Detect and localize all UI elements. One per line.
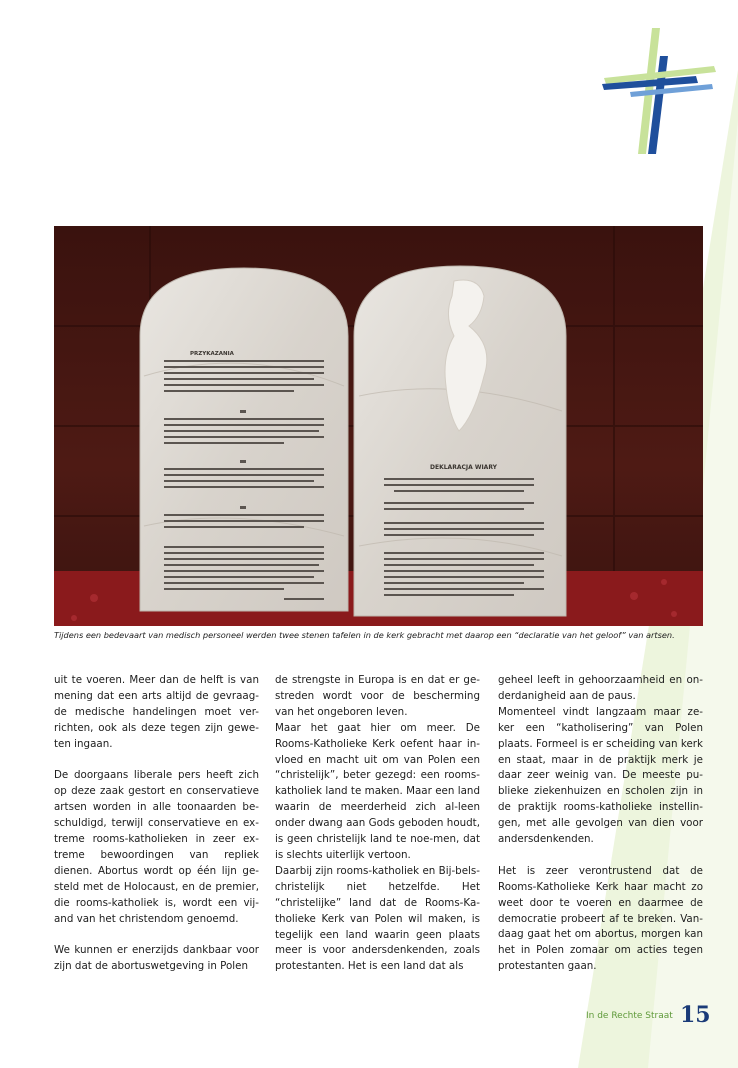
photo-caption: Tijdens een bedevaart van medisch personeel werden twee stenen tafelen in de kerk gebracht met daarop een “declaratie van het geloof” van artsen.: [54, 630, 675, 640]
article-column-2: [275, 673, 480, 975]
paragraph: geheel leeft in gehoorzaamheid en on-derdanigheid aan de paus.: [498, 674, 703, 702]
paragraph: Maar het gaat hier om meer. De Rooms-Katholieke Kerk oefent haar in-vloed en macht uit om van Polen een “christelijk”, beter gezegd: een rooms-katholiek land te maken. Maar een land waarin de meerderheid zich al-leen onder dwang aan Gods geboden houdt, is geen christelijk land te noe-men, dat is slechts uiterlijk vertoon.: [275, 721, 480, 861]
tablets-photo: [54, 226, 703, 626]
article-column-1: [54, 673, 259, 991]
left-tablet-heading: PRZYKAZANIA: [190, 351, 234, 357]
paragraph: We kunnen er enerzijds dankbaar voor zijn dat de abortuswetgeving in Polen: [54, 944, 259, 973]
paragraph: De doorgaans liberale pers heeft zich op deze zaak gestort en conservatieve artsen worden in alle toonaarden be-schuldigd, terwijl conservatieve en ex-treme rooms-katholieken in zeer ex-treme bewoordingen van repliek dienen. Abortus wordt op één lijn ge-steld met de Holocaust, en de premier, die rooms-katholiek is, wordt een vij-and van het christendom genoemd.: [54, 769, 259, 925]
paragraph: de strengste in Europa is en dat er ge-streden wordt voor de bescherming van het ongeboren leven.: [275, 674, 480, 718]
article-column-3: [498, 673, 703, 991]
right-tablet-heading: DEKLARACJA WIARY: [430, 464, 497, 471]
page-number: 15: [680, 1002, 711, 1028]
paragraph: Momenteel vindt langzaam maar ze-ker een “katholisering” van Polen plaats. Formeel is er scheiding van kerk en staat, maar in de praktijk merk je daar zeer weinig van. De meeste pu-blieke ziekenhuizen en scholen zijn in de praktijk rooms-katholieke instellin-gen, met alle gevolgen van dien voor andersdenkenden.: [498, 705, 703, 846]
paragraph: Het is zeer verontrustend dat de Rooms-Katholieke Kerk haar macht zo weet door te voeren en daarmee de democratie probeert af te breken. Van-daag gaat het om abortus, morgen kan het in Polen zomaar om acties tegen protestanten gaan.: [498, 864, 703, 973]
magazine-title: In de Rechte Straat: [586, 1011, 673, 1021]
cross-logo-icon: [600, 26, 718, 156]
paragraph: Daarbij zijn rooms-katholiek en Bij-bels-christelijk niet hetzelfde. Het “christelijke” land dat de Rooms-Ka-tholieke Kerk van Polen wil maken, is tegelijk een land waarin geen plaats meer is voor andersdenkenden, zoals protestanten. Het is een land dat als: [275, 864, 480, 973]
paragraph: uit te voeren. Meer dan de helft is van mening dat een arts altijd de gevraag-de medische handelingen moet ver-richten, ook als deze tegen zijn gewe-ten ingaan.: [54, 674, 259, 750]
